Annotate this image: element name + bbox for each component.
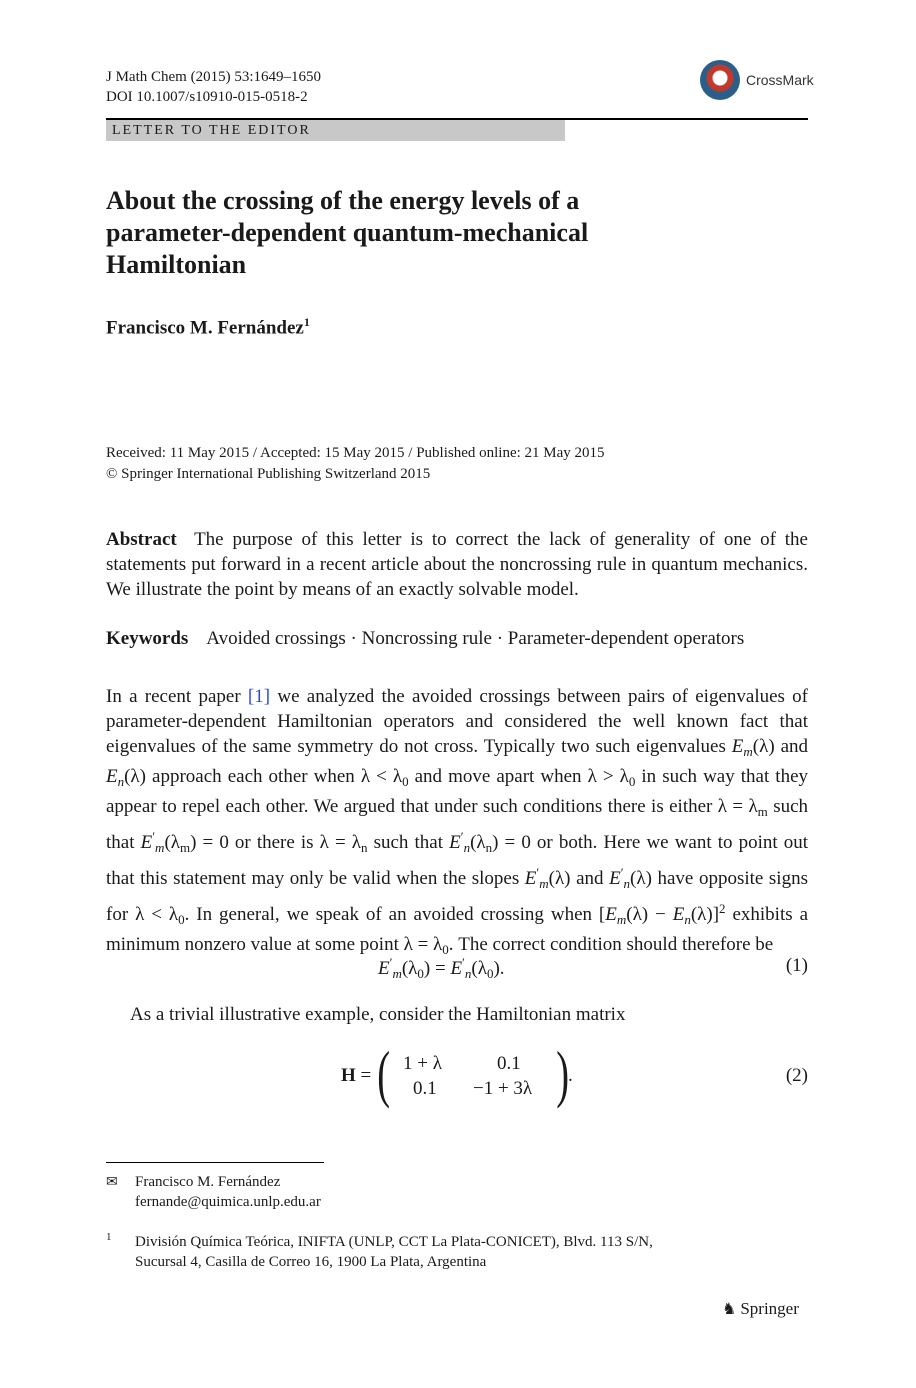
publisher-logo [722,1299,799,1319]
contact-name: Francisco M. Fernández [135,1174,281,1190]
reference-link[interactable]: [1] [247,686,271,707]
author-affil-mark: 1 [303,315,310,329]
matrix-cell: 0.1 [497,1053,521,1074]
matrix-lhs: H = [341,1065,372,1086]
affiliation-number: 1 [106,1231,112,1243]
title-line: Hamiltonian [106,250,247,279]
left-paren: ( [377,1038,391,1109]
dates-line: Received: 11 May 2015 / Accepted: 15 May 2015 / Published online: 21 May 2015 [106,445,605,461]
springer-horse-icon: ♞ [722,1301,737,1318]
keywords-text: Avoided crossings · Noncrossing rule · Parameter-dependent operators [206,628,745,649]
right-paren: ) [555,1038,569,1109]
keywords-label: Keywords [106,628,189,649]
matrix-cell: −1 + 3λ [473,1078,533,1099]
hamiltonian-matrix [377,1038,569,1112]
body-paragraph: In a recent paper [1] we analyzed the avoided crossings between pairs of eigenvalues of parameter-dependent Hamiltonian operators and considered the well known fact that eigenvalues of the same symmetry do not cross. Typically two such eigenvalues $E_m(\lambda)$ and $E_n(\lambda)$ approach each other when $\lambda < \lambda_0$ and move apart when $\lambda > \lambda_0$ in such way that they appear to repel each other. We argued that under such conditions there is either $\lambda = \lambda_m$ such that $E'_m(\lambda_m) = 0$ or there is $\lambda = \lambda_n$ such that $E'_n(\lambda_n) = 0$ or both. Here we want to point out that this statement may only be valid when the slopes $E'_m(\lambda)$ and $E'_n(\lambda)$ have opposite signs for $\lambda < \lambda_0$. In general, we speak of an avoided crossing when $[E_m(\lambda) - E_n(\lambda)]^2$ exhibits a minimum nonzero value at some point $\lambda = \lambda_0$. The correct condition should therefore be [106,686,809,957]
matrix-cell: 0.1 [413,1078,437,1099]
equation-1-expression: $E'_m(\lambda_0) = E'_n(\lambda_0)$. [378,955,505,981]
copyright-line: © Springer International Publishing Switzerland 2015 [106,466,431,482]
affiliation-line: Sucursal 4, Casilla de Correo 16, 1900 La Plata, Argentina [135,1254,487,1270]
title-line: parameter-dependent quantum-mechanical [106,218,589,247]
article-title [106,185,666,281]
affiliation-line: División Química Teórica, INIFTA (UNLP, CCT La Plata-CONICET), Blvd. 113 S/N, [135,1234,653,1250]
crossmark-icon [700,60,740,100]
publisher-name: Springer [740,1299,799,1318]
corresponding-author [135,1172,321,1212]
abstract-text: The purpose of this letter is to correct the lack of generality of one of the statements put forward in a recent article about the noncrossing rule in quantum mechanics. We illustrate the point by means of an exactly solvable model. [106,529,808,600]
footnote-rule [106,1162,324,1163]
title-line: About the crossing of the energy levels of a [106,186,580,215]
author-name: Francisco M. Fernández [106,317,304,339]
affiliation [135,1232,755,1272]
crossmark-badge[interactable] [700,60,814,104]
matrix-cell: 1 + λ [403,1053,442,1074]
equation-period: . [568,1065,573,1086]
keywords [106,626,808,651]
equation-1 [106,955,808,983]
body-paragraph-2: As a trivial illustrative example, consider the Hamiltonian matrix [130,1004,626,1025]
equation-number: (1) [785,955,808,976]
abstract [106,527,808,602]
abstract-label: Abstract [106,529,177,550]
equation-2 [106,1038,808,1114]
author [106,315,310,339]
crossmark-label: CrossMark [746,72,814,88]
journal-citation [106,67,321,107]
journal-line: J Math Chem (2015) 53:1649–1650 [106,69,321,85]
equation-number: (2) [785,1065,808,1086]
publication-dates [106,443,605,485]
doi-line[interactable]: DOI 10.1007/s10910-015-0518-2 [106,89,308,105]
article-type-bar: LETTER TO THE EDITOR [106,120,565,141]
contact-email[interactable]: fernande@quimica.unlp.edu.ar [135,1194,321,1210]
envelope-icon: ✉ [106,1175,118,1190]
